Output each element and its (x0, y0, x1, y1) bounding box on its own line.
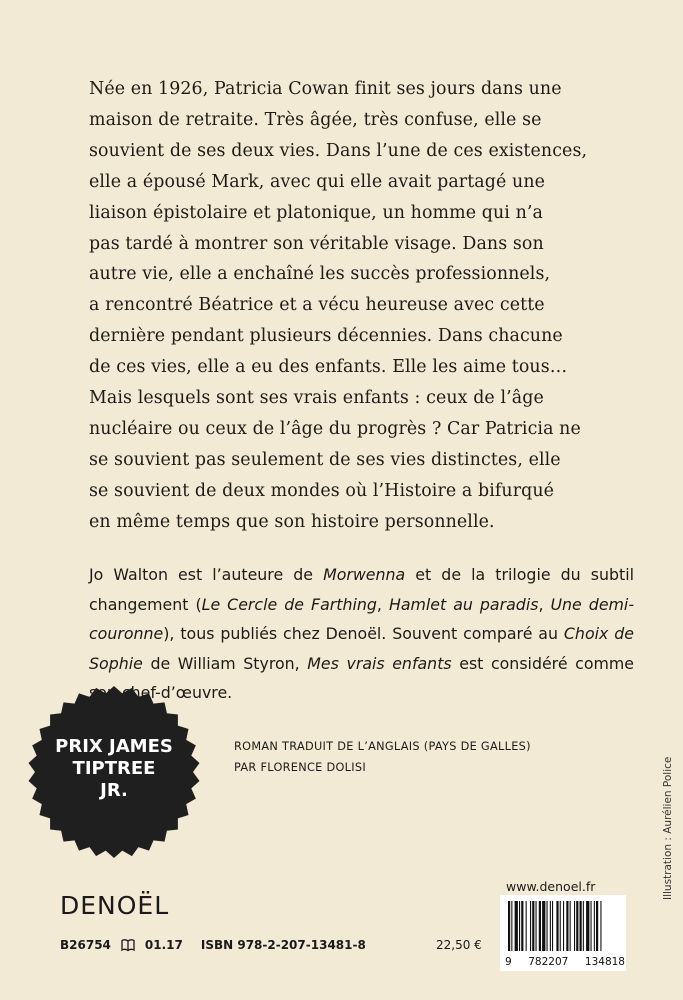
bio-title: Mes vrais enfants (307, 653, 452, 673)
illustration-credit: Illustration : Aurélien Police (662, 756, 674, 900)
synopsis (89, 74, 634, 538)
synopsis-line: Née en 1926, Patricia Cowan finit ses jours dans une (89, 79, 562, 99)
synopsis-line: souvient de ses deux vies. Dans l’une de ces existences, (89, 140, 588, 161)
synopsis-line: a rencontré Béatrice et a vécu heureuse avec cette (89, 295, 545, 316)
badge-line: PRIX JAMES (55, 736, 173, 757)
badge-text (24, 736, 204, 802)
bio-text: est considéré comme son chef-d’œuvre. (89, 653, 634, 702)
synopsis-line: se souvient pas seulement de ses vies distinctes, elle (89, 449, 561, 470)
barcode-digit-group: 9 (505, 956, 512, 968)
bio-text: ), tous publiés chez Denoël. Souvent comparé au (163, 624, 564, 643)
barcode-bars (500, 895, 626, 955)
synopsis-line: Mais lesquels sont ses vrais enfants : ceux de l’âge (89, 388, 544, 409)
publisher-logo: DENOËL (60, 891, 170, 920)
barcode-digit-group: 134818 (584, 956, 625, 968)
bio-text: , (376, 594, 389, 614)
catalog-code: B26754 (60, 938, 111, 952)
bio-title: Le Cercle de Farthing (201, 594, 377, 614)
print-date: 01.17 (144, 938, 183, 952)
synopsis-line: de ces vies, elle a eu des enfants. Elle les aime tous… (89, 357, 568, 378)
award-badge (24, 682, 204, 862)
translation-line: ROMAN TRADUIT DE L’ANGLAIS (PAYS DE GALLES) (234, 740, 531, 753)
synopsis-line: elle a épousé Mark, avec qui elle avait partagé une (89, 171, 546, 192)
catalog-line (60, 938, 366, 952)
bio-text: Jo Walton est l’auteure de (89, 565, 324, 584)
bio-title: Hamlet au paradis (388, 594, 539, 614)
synopsis-line: liaison épistolaire et platonique, un homme qui n’a (89, 202, 543, 223)
synopsis-line: nucléaire ou ceux de l’âge du progrès ? Car Patricia ne (89, 418, 581, 439)
bio-title: Une demi-couronne (89, 594, 635, 643)
synopsis-line: se souvient de deux mondes où l’Histoire a bifurqué (89, 480, 555, 501)
bio-text: et de la trilogie du subtil changement ( (89, 565, 634, 614)
badge-line: TIPTREE (72, 758, 156, 779)
website-link[interactable]: www.denoel.fr (506, 879, 596, 894)
synopsis-line: en même temps que son histoire personnelle. (89, 511, 495, 532)
synopsis-line: autre vie, elle a enchaîné les succès professionnels, (89, 264, 551, 285)
book-icon (121, 938, 135, 952)
isbn: ISBN 978-2-207-13481-8 (200, 938, 366, 952)
synopsis-line: maison de retraite. Très âgée, très confuse, elle se (89, 109, 542, 130)
synopsis-line: dernière pendant plusieurs décennies. Dans chacune (89, 326, 563, 347)
bio-text: , (538, 594, 551, 614)
bio-text: de William Styron, (142, 653, 308, 673)
bio-title: Choix de Sophie (89, 624, 634, 673)
translator-line: PAR FLORENCE DOLISI (234, 761, 367, 774)
barcode-digit-group: 782207 (528, 956, 569, 968)
bio-title: Morwenna (323, 565, 406, 584)
translation-credit (234, 736, 634, 778)
price: 22,50 € (436, 938, 482, 952)
badge-line: JR. (100, 780, 128, 801)
synopsis-line: pas tardé à montrer son véritable visage. Dans son (89, 233, 544, 254)
barcode-digits (505, 956, 625, 968)
